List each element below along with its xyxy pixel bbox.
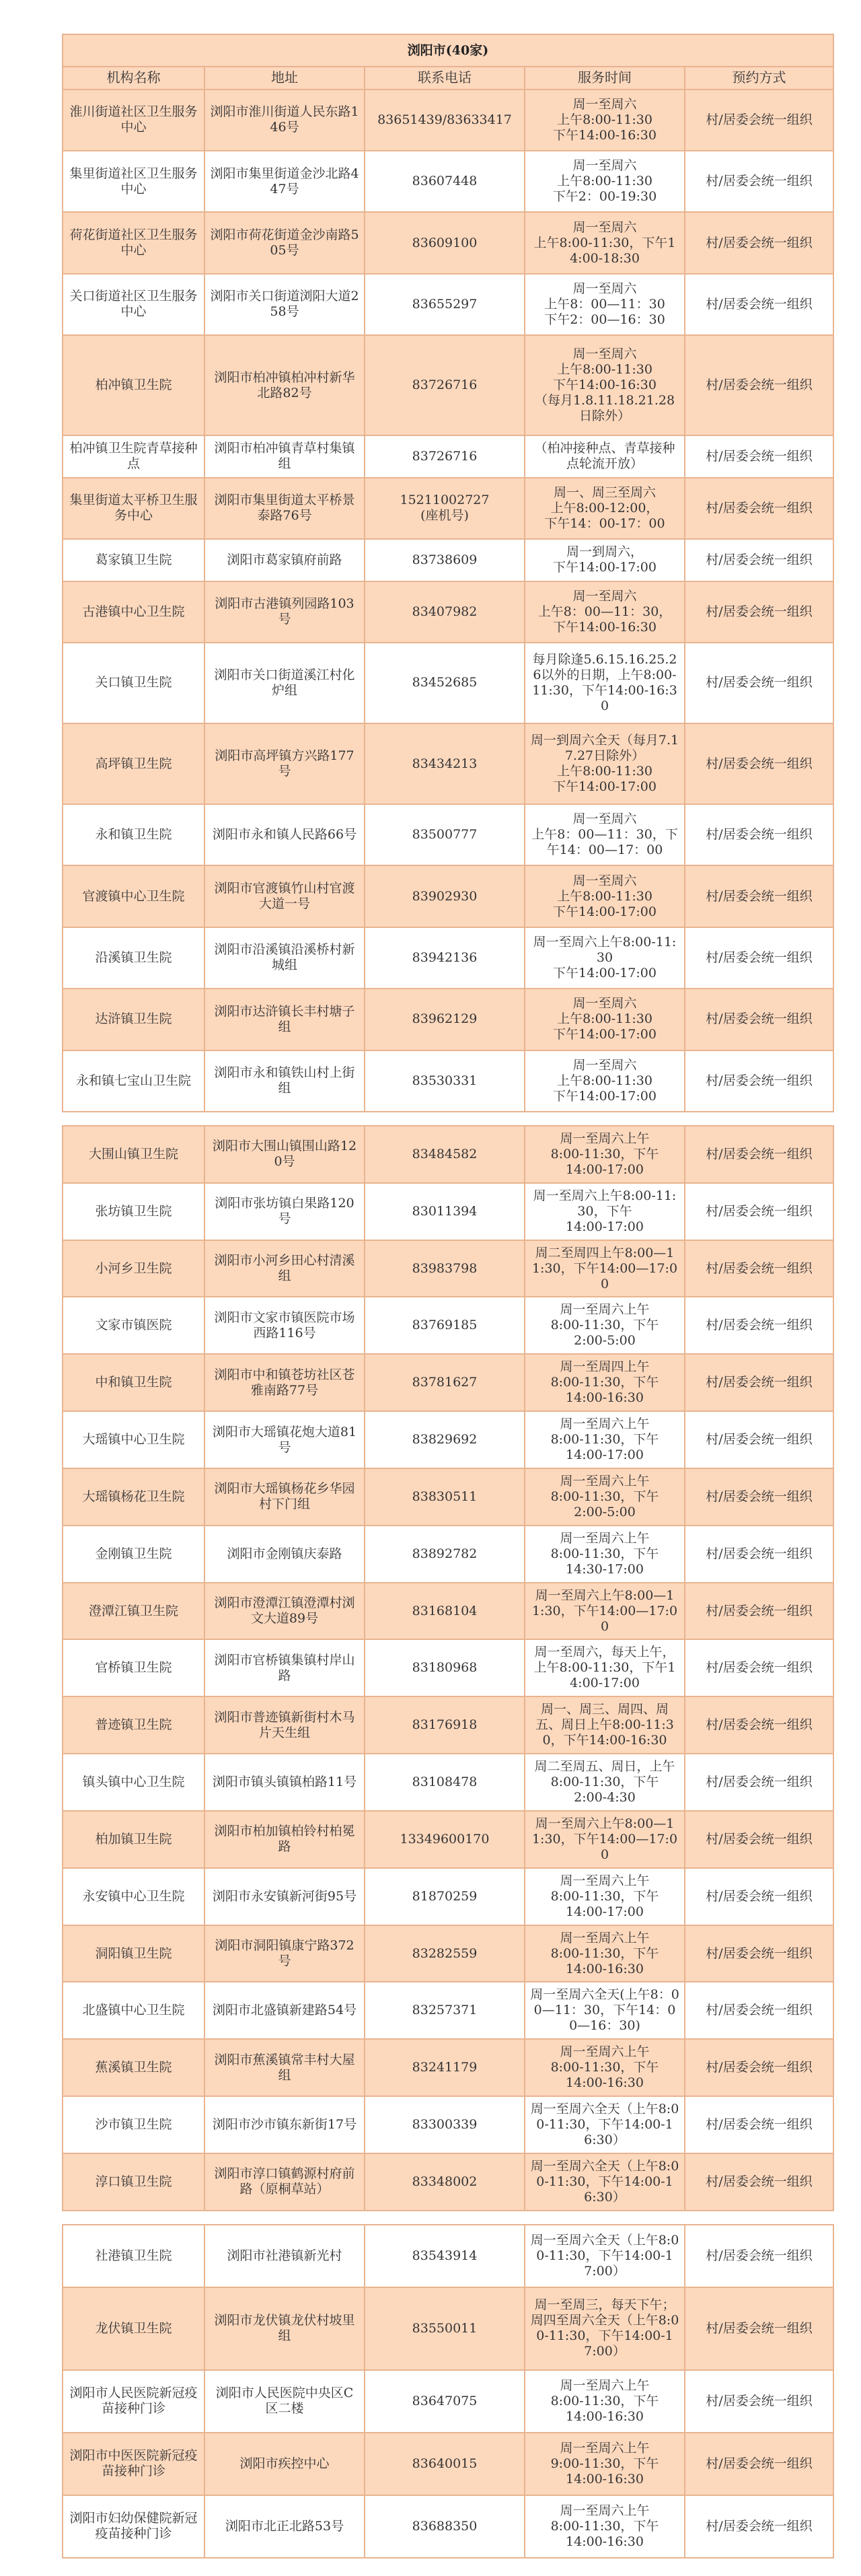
table-row [63, 581, 833, 643]
sites-table-2 [62, 1125, 834, 2211]
site-name: 社港镇卫生院 [63, 2225, 204, 2287]
site-address: 浏阳市达浒镇长丰村塘子组 [204, 989, 365, 1050]
table-row [63, 151, 833, 212]
table-row [63, 927, 833, 989]
site-address: 浏阳市张坊镇白果路120号 [204, 1183, 365, 1240]
site-name: 蕉溪镇卫生院 [63, 2039, 204, 2096]
site-booking: 村/居委会统一组织 [685, 335, 833, 435]
site-booking: 村/居委会统一组织 [685, 1696, 833, 1754]
site-phone: 83241179 [365, 2039, 525, 2096]
site-name: 集里街道社区卫生服务中心 [63, 151, 204, 212]
site-name: 葛家镇卫生院 [63, 539, 204, 581]
site-name: 达浒镇卫生院 [63, 989, 204, 1050]
site-name: 淳口镇卫生院 [63, 2153, 204, 2211]
header-address: 地址 [204, 67, 365, 90]
table-row [63, 1754, 833, 1811]
site-booking: 村/居委会统一组织 [685, 2495, 833, 2558]
site-phone: 83962129 [365, 989, 525, 1050]
table-row [63, 1050, 833, 1112]
table-row [63, 723, 833, 804]
site-address: 浏阳市龙伏镇龙伏村坡里组 [204, 2287, 365, 2369]
site-hours: 周一至周六上午 8:00-11:30，下午 14:00-17:00 [525, 1411, 685, 1468]
header-booking: 预约方式 [685, 67, 833, 90]
site-address: 浏阳市集里街道太平桥景泰路76号 [204, 478, 365, 539]
site-address: 浏阳市中和镇苍坊社区苍雅南路77号 [204, 1354, 365, 1411]
site-booking: 村/居委会统一组织 [685, 1526, 833, 1583]
site-booking: 村/居委会统一组织 [685, 1183, 833, 1240]
table-row [63, 1126, 833, 1183]
site-address: 浏阳市官渡镇竹山村官渡大道一号 [204, 865, 365, 927]
site-hours: 周一至周六上午 8:00-11:30，下午 14:00-16:30 [525, 2495, 685, 2558]
site-hours: 周一至周六上午 8:00-11:30，下午 14:00-17:00 [525, 1868, 685, 1925]
site-name: 洞阳镇卫生院 [63, 1925, 204, 1982]
table-row [63, 643, 833, 723]
site-hours: 周一至周六 上午8：00—11：30 下午2：00—16：30 [525, 274, 685, 335]
site-booking: 村/居委会统一组织 [685, 1754, 833, 1811]
site-booking: 村/居委会统一组织 [685, 2039, 833, 2096]
site-booking: 村/居委会统一组织 [685, 865, 833, 927]
table-row [63, 2370, 833, 2433]
site-booking: 村/居委会统一组织 [685, 643, 833, 723]
table-title: 浏阳市(40家) [63, 34, 833, 67]
table-row [63, 2153, 833, 2211]
site-address: 浏阳市柏冲镇柏冲村新华北路82号 [204, 335, 365, 435]
site-booking: 村/居委会统一组织 [685, 1126, 833, 1183]
site-phone: 83942136 [365, 927, 525, 989]
site-phone: 83011394 [365, 1183, 525, 1240]
site-phone: 83983798 [365, 1240, 525, 1297]
site-name: 大瑶镇杨花卫生院 [63, 1468, 204, 1526]
site-hours: 周一到周六全天（每月7.17.27日除外） 上午8:00-11:30 下午14:00-17:00 [525, 723, 685, 804]
site-phone: 83892782 [365, 1526, 525, 1583]
site-address: 浏阳市社港镇新光村 [204, 2225, 365, 2287]
site-phone: 83176918 [365, 1696, 525, 1754]
site-phone: 83108478 [365, 1754, 525, 1811]
site-address: 浏阳市柏加镇柏铃村柏冕路 [204, 1811, 365, 1868]
site-name: 柏加镇卫生院 [63, 1811, 204, 1868]
table-row [63, 435, 833, 478]
site-booking: 村/居委会统一组织 [685, 804, 833, 865]
site-name: 澄潭江镇卫生院 [63, 1583, 204, 1640]
site-hours: 周一至周六上午8:00-11:30 下午14:00-17:00 [525, 927, 685, 989]
header-name: 机构名称 [63, 67, 204, 90]
site-hours: 周一至周六上午 8:00-11:30，下午 2:00-5:00 [525, 1468, 685, 1526]
site-name: 柏冲镇卫生院 [63, 335, 204, 435]
site-name: 大瑶镇中心卫生院 [63, 1411, 204, 1468]
site-hours: 周一至周六 上午8:00-11:30 下午14:00-16:30 （每月1.8.11.18.21.28日除外） [525, 335, 685, 435]
site-address: 浏阳市古港镇列园路103号 [204, 581, 365, 643]
site-booking: 村/居委会统一组织 [685, 212, 833, 273]
table-row [63, 1526, 833, 1583]
site-address: 浏阳市淳口镇鹤源村府前路（原桐草站） [204, 2153, 365, 2211]
site-address: 浏阳市永和镇铁山村上街组 [204, 1050, 365, 1112]
site-hours: 周一到周六， 下午14:00-17:00 [525, 539, 685, 581]
site-address: 浏阳市沙市镇东新街17号 [204, 2096, 365, 2153]
site-booking: 村/居委会统一组织 [685, 581, 833, 643]
site-name: 关口镇卫生院 [63, 643, 204, 723]
table-row [63, 90, 833, 151]
site-phone: 83688350 [365, 2495, 525, 2558]
site-phone: 83607448 [365, 151, 525, 212]
table-part-2 [62, 1125, 833, 2211]
site-hours: 周一至周六上午8:00—11:30，下午14:00—17:00 [525, 1583, 685, 1640]
table-header-row [63, 67, 833, 90]
site-phone: 83168104 [365, 1583, 525, 1640]
site-phone: 83257371 [365, 1982, 525, 2039]
site-address: 浏阳市柏冲镇青草村集镇组 [204, 435, 365, 478]
site-phone: 83543914 [365, 2225, 525, 2287]
site-address: 浏阳市淮川街道人民东路146号 [204, 90, 365, 151]
site-booking: 村/居委会统一组织 [685, 1297, 833, 1354]
site-hours: （柏冲接种点、青草接种点轮流开放） [525, 435, 685, 478]
site-address: 浏阳市集里街道金沙北路447号 [204, 151, 365, 212]
site-name: 普迹镇卫生院 [63, 1696, 204, 1754]
site-name: 浏阳市人民医院新冠疫苗接种门诊 [63, 2370, 204, 2433]
site-name: 淮川街道社区卫生服务中心 [63, 90, 204, 151]
site-phone: 15211002727 (座机号) [365, 478, 525, 539]
site-phone: 83300339 [365, 2096, 525, 2153]
site-booking: 村/居委会统一组织 [685, 1240, 833, 1297]
site-name: 文家市镇医院 [63, 1297, 204, 1354]
site-phone: 83434213 [365, 723, 525, 804]
header-phone: 联系电话 [365, 67, 525, 90]
site-hours: 周一至周六 上午8:00-11:30 下午14:00-17:00 [525, 989, 685, 1050]
site-name: 柏冲镇卫生院青草接种点 [63, 435, 204, 478]
site-booking: 村/居委会统一组织 [685, 274, 833, 335]
site-booking: 村/居委会统一组织 [685, 1411, 833, 1468]
site-name: 张坊镇卫生院 [63, 1183, 204, 1240]
site-name: 浏阳市中医医院新冠疫苗接种门诊 [63, 2433, 204, 2495]
site-phone: 83500777 [365, 804, 525, 865]
site-name: 官渡镇中心卫生院 [63, 865, 204, 927]
table-row [63, 1297, 833, 1354]
header-hours: 服务时间 [525, 67, 685, 90]
site-hours: 周一至周六 上午8：00—11：30， 下午14:00-16:30 [525, 581, 685, 643]
site-name: 集里街道太平桥卫生服务中心 [63, 478, 204, 539]
site-name: 官桥镇卫生院 [63, 1639, 204, 1696]
sites-table-1 [62, 34, 834, 1112]
site-name: 永和镇七宝山卫生院 [63, 1050, 204, 1112]
site-address: 浏阳市葛家镇府前路 [204, 539, 365, 581]
site-booking: 村/居委会统一组织 [685, 2433, 833, 2495]
site-phone: 83180968 [365, 1639, 525, 1696]
site-name: 小河乡卫生院 [63, 1240, 204, 1297]
site-name: 北盛镇中心卫生院 [63, 1982, 204, 2039]
site-booking: 村/居委会统一组织 [685, 927, 833, 989]
table-part-3 [62, 2224, 833, 2559]
site-address: 浏阳市永安镇新河街95号 [204, 1868, 365, 1925]
site-address: 浏阳市普迹镇新街村木马片天生组 [204, 1696, 365, 1754]
table-row [63, 274, 833, 335]
table-row [63, 989, 833, 1050]
site-booking: 村/居委会统一组织 [685, 1639, 833, 1696]
site-hours: 周一至周六上午8:00—11:30，下午14:00—17:00 [525, 1811, 685, 1868]
site-hours: 周一至周六上午 8:00-11:30，下午 14:00-16:30 [525, 2370, 685, 2433]
site-phone: 83655297 [365, 274, 525, 335]
site-hours: 周一至周六上午 8:00-11:30，下午 2:00-5:00 [525, 1297, 685, 1354]
table-row [63, 1183, 833, 1240]
site-phone: 83550011 [365, 2287, 525, 2369]
site-booking: 村/居委会统一组织 [685, 1982, 833, 2039]
site-hours: 周一至周六 上午8：00—11：30，下午14：00—17：00 [525, 804, 685, 865]
site-address: 浏阳市金刚镇庆泰路 [204, 1526, 365, 1583]
table-row [63, 865, 833, 927]
site-address: 浏阳市北盛镇新建路54号 [204, 1982, 365, 2039]
site-address: 浏阳市疾控中心 [204, 2433, 365, 2495]
site-name: 关口街道社区卫生服务中心 [63, 274, 204, 335]
site-name: 沙市镇卫生院 [63, 2096, 204, 2153]
site-hours: 周一至周六全天（上午8:00-11:30，下午14:00-17:00） [525, 2225, 685, 2287]
site-booking: 村/居委会统一组织 [685, 723, 833, 804]
site-booking: 村/居委会统一组织 [685, 1050, 833, 1112]
site-address: 浏阳市澄潭江镇澄潭村浏文大道89号 [204, 1583, 365, 1640]
site-phone: 83484582 [365, 1126, 525, 1183]
site-address: 浏阳市官桥镇集镇村岸山路 [204, 1639, 365, 1696]
table-row [63, 1925, 833, 1982]
site-phone: 83738609 [365, 539, 525, 581]
site-phone: 13349600170 [365, 1811, 525, 1868]
site-address: 浏阳市北正北路53号 [204, 2495, 365, 2558]
site-phone: 83609100 [365, 212, 525, 273]
site-hours: 周一、周三、周四、周五、周日上午8:00-11:30，下午14:00-16:30 [525, 1696, 685, 1754]
table-row [63, 2287, 833, 2369]
table-row [63, 1583, 833, 1640]
site-phone: 83640015 [365, 2433, 525, 2495]
site-name: 古港镇中心卫生院 [63, 581, 204, 643]
table-row [63, 1411, 833, 1468]
table-row [63, 2495, 833, 2558]
site-phone: 83781627 [365, 1354, 525, 1411]
site-booking: 村/居委会统一组织 [685, 2096, 833, 2153]
site-booking: 村/居委会统一组织 [685, 1468, 833, 1526]
site-hours: 周一至周六 上午8:00-11:30，下午14:00-18:30 [525, 212, 685, 273]
site-name: 永和镇卫生院 [63, 804, 204, 865]
site-name: 荷花街道社区卫生服务中心 [63, 212, 204, 273]
site-phone: 83902930 [365, 865, 525, 927]
site-hours: 周一至周六 上午8:00-11:30 下午2：00-19:30 [525, 151, 685, 212]
site-phone: 83282559 [365, 1925, 525, 1982]
site-name: 永安镇中心卫生院 [63, 1868, 204, 1925]
site-phone: 83829692 [365, 1411, 525, 1468]
site-phone: 83348002 [365, 2153, 525, 2211]
site-phone: 83726716 [365, 335, 525, 435]
sites-table-3 [62, 2224, 834, 2559]
table-row [63, 1240, 833, 1297]
site-address: 浏阳市关口街道浏阳大道258号 [204, 274, 365, 335]
table-row [63, 1696, 833, 1754]
table-row [63, 2433, 833, 2495]
site-phone: 83651439/83633417 [365, 90, 525, 151]
site-address: 浏阳市沿溪镇沿溪桥村新城组 [204, 927, 365, 989]
site-hours: 每月除逢5.6.15.16.25.26以外的日期，上午8:00-11:30，下午14:00-16:30 [525, 643, 685, 723]
site-hours: 周一至周六上午 8:00-11:30，下午 14:00-16:30 [525, 1925, 685, 1982]
site-hours: 周一至周六上午 8:00-11:30，下午 14:00-17:00 [525, 1126, 685, 1183]
site-booking: 村/居委会统一组织 [685, 2153, 833, 2211]
site-phone: 83647075 [365, 2370, 525, 2433]
site-phone: 83726716 [365, 435, 525, 478]
site-hours: 周一至周六全天(上午8：00—11：30，下午14：00—16：30) [525, 1982, 685, 2039]
site-address: 浏阳市小河乡田心村清溪组 [204, 1240, 365, 1297]
site-hours: 周一至周六上午8:00-11:30，下午 14:00-17:00 [525, 1183, 685, 1240]
site-booking: 村/居委会统一组织 [685, 2225, 833, 2287]
site-booking: 村/居委会统一组织 [685, 151, 833, 212]
table-row [63, 478, 833, 539]
table-row [63, 2039, 833, 2096]
site-address: 浏阳市高坪镇方兴路177号 [204, 723, 365, 804]
table-row [63, 1468, 833, 1526]
site-booking: 村/居委会统一组织 [685, 989, 833, 1050]
site-address: 浏阳市文家市镇医院市场西路116号 [204, 1297, 365, 1354]
table-row [63, 2225, 833, 2287]
site-hours: 周一至周六上午 8:00-11:30，下午 14:30-17:00 [525, 1526, 685, 1583]
site-address: 浏阳市大瑶镇杨花乡华园村下门组 [204, 1468, 365, 1526]
site-booking: 村/居委会统一组织 [685, 1811, 833, 1868]
table-row [63, 1982, 833, 2039]
table-row [63, 1868, 833, 1925]
site-booking: 村/居委会统一组织 [685, 1583, 833, 1640]
site-name: 镇头镇中心卫生院 [63, 1754, 204, 1811]
site-address: 浏阳市大围山镇围山路120号 [204, 1126, 365, 1183]
site-address: 浏阳市镇头镇镇柏路11号 [204, 1754, 365, 1811]
table-row [63, 2096, 833, 2153]
site-booking: 村/居委会统一组织 [685, 2287, 833, 2369]
site-booking: 村/居委会统一组织 [685, 90, 833, 151]
site-hours: 周一至周六 上午8:00-11:30 下午14:00-16:30 [525, 90, 685, 151]
table-row [63, 335, 833, 435]
site-name: 高坪镇卫生院 [63, 723, 204, 804]
site-hours: 周一至周四上午 8:00-11:30，下午 14:00-16:30 [525, 1354, 685, 1411]
site-hours: 周一至周六上午 8:00-11:30，下午 14:00-16:30 [525, 2039, 685, 2096]
site-address: 浏阳市洞阳镇康宁路372号 [204, 1925, 365, 1982]
site-name: 中和镇卫生院 [63, 1354, 204, 1411]
site-booking: 村/居委会统一组织 [685, 539, 833, 581]
site-address: 浏阳市永和镇人民路66号 [204, 804, 365, 865]
table-row [63, 1811, 833, 1868]
site-phone: 83830511 [365, 1468, 525, 1526]
site-hours: 周一至周六，每天上午，上午8:00-11:30，下午14:00-17:00 [525, 1639, 685, 1696]
site-hours: 周一至周六全天（上午8:00-11:30，下午14:00-16:30） [525, 2096, 685, 2153]
site-hours: 周一、周三至周六 上午8:00-12:00， 下午14：00-17：00 [525, 478, 685, 539]
site-address: 浏阳市关口街道溪江村化炉组 [204, 643, 365, 723]
site-hours: 周二至周五、周日，上午8:00-11:30，下午 2:00-4:30 [525, 1754, 685, 1811]
table-row [63, 1639, 833, 1696]
site-phone: 83530331 [365, 1050, 525, 1112]
site-phone: 81870259 [365, 1868, 525, 1925]
site-hours: 周一至周六 上午8:00-11:30 下午14:00-17:00 [525, 865, 685, 927]
site-booking: 村/居委会统一组织 [685, 2370, 833, 2433]
site-address: 浏阳市人民医院中央区C区二楼 [204, 2370, 365, 2433]
site-name: 龙伏镇卫生院 [63, 2287, 204, 2369]
site-booking: 村/居委会统一组织 [685, 478, 833, 539]
site-phone: 83769185 [365, 1297, 525, 1354]
site-booking: 村/居委会统一组织 [685, 1868, 833, 1925]
site-address: 浏阳市大瑶镇花炮大道81号 [204, 1411, 365, 1468]
site-phone: 83452685 [365, 643, 525, 723]
site-booking: 村/居委会统一组织 [685, 1354, 833, 1411]
site-booking: 村/居委会统一组织 [685, 1925, 833, 1982]
table-row [63, 539, 833, 581]
table-row [63, 804, 833, 865]
site-name: 金刚镇卫生院 [63, 1526, 204, 1583]
table-row [63, 212, 833, 273]
site-address: 浏阳市荷花街道金沙南路505号 [204, 212, 365, 273]
site-name: 浏阳市妇幼保健院新冠疫苗接种门诊 [63, 2495, 204, 2558]
site-hours: 周一至周六上午 9:00-11:30，下午 14:00-16:30 [525, 2433, 685, 2495]
table-part-1 [62, 34, 833, 1112]
site-hours: 周一至周六 上午8:00-11:30 下午14:00-17:00 [525, 1050, 685, 1112]
site-name: 沿溪镇卫生院 [63, 927, 204, 989]
site-hours: 周二至周四上午8:00—11:30，下午14:00—17:00 [525, 1240, 685, 1297]
site-phone: 83407982 [365, 581, 525, 643]
site-name: 大围山镇卫生院 [63, 1126, 204, 1183]
site-address: 浏阳市蕉溪镇常丰村大屋组 [204, 2039, 365, 2096]
table-row [63, 1354, 833, 1411]
site-booking: 村/居委会统一组织 [685, 435, 833, 478]
site-hours: 周一至周六全天（上午8:00-11:30，下午14:00-16:30） [525, 2153, 685, 2211]
site-hours: 周一至周三，每天下午；周四至周六全天（上午8:00-11:30，下午14:00-17:00） [525, 2287, 685, 2369]
